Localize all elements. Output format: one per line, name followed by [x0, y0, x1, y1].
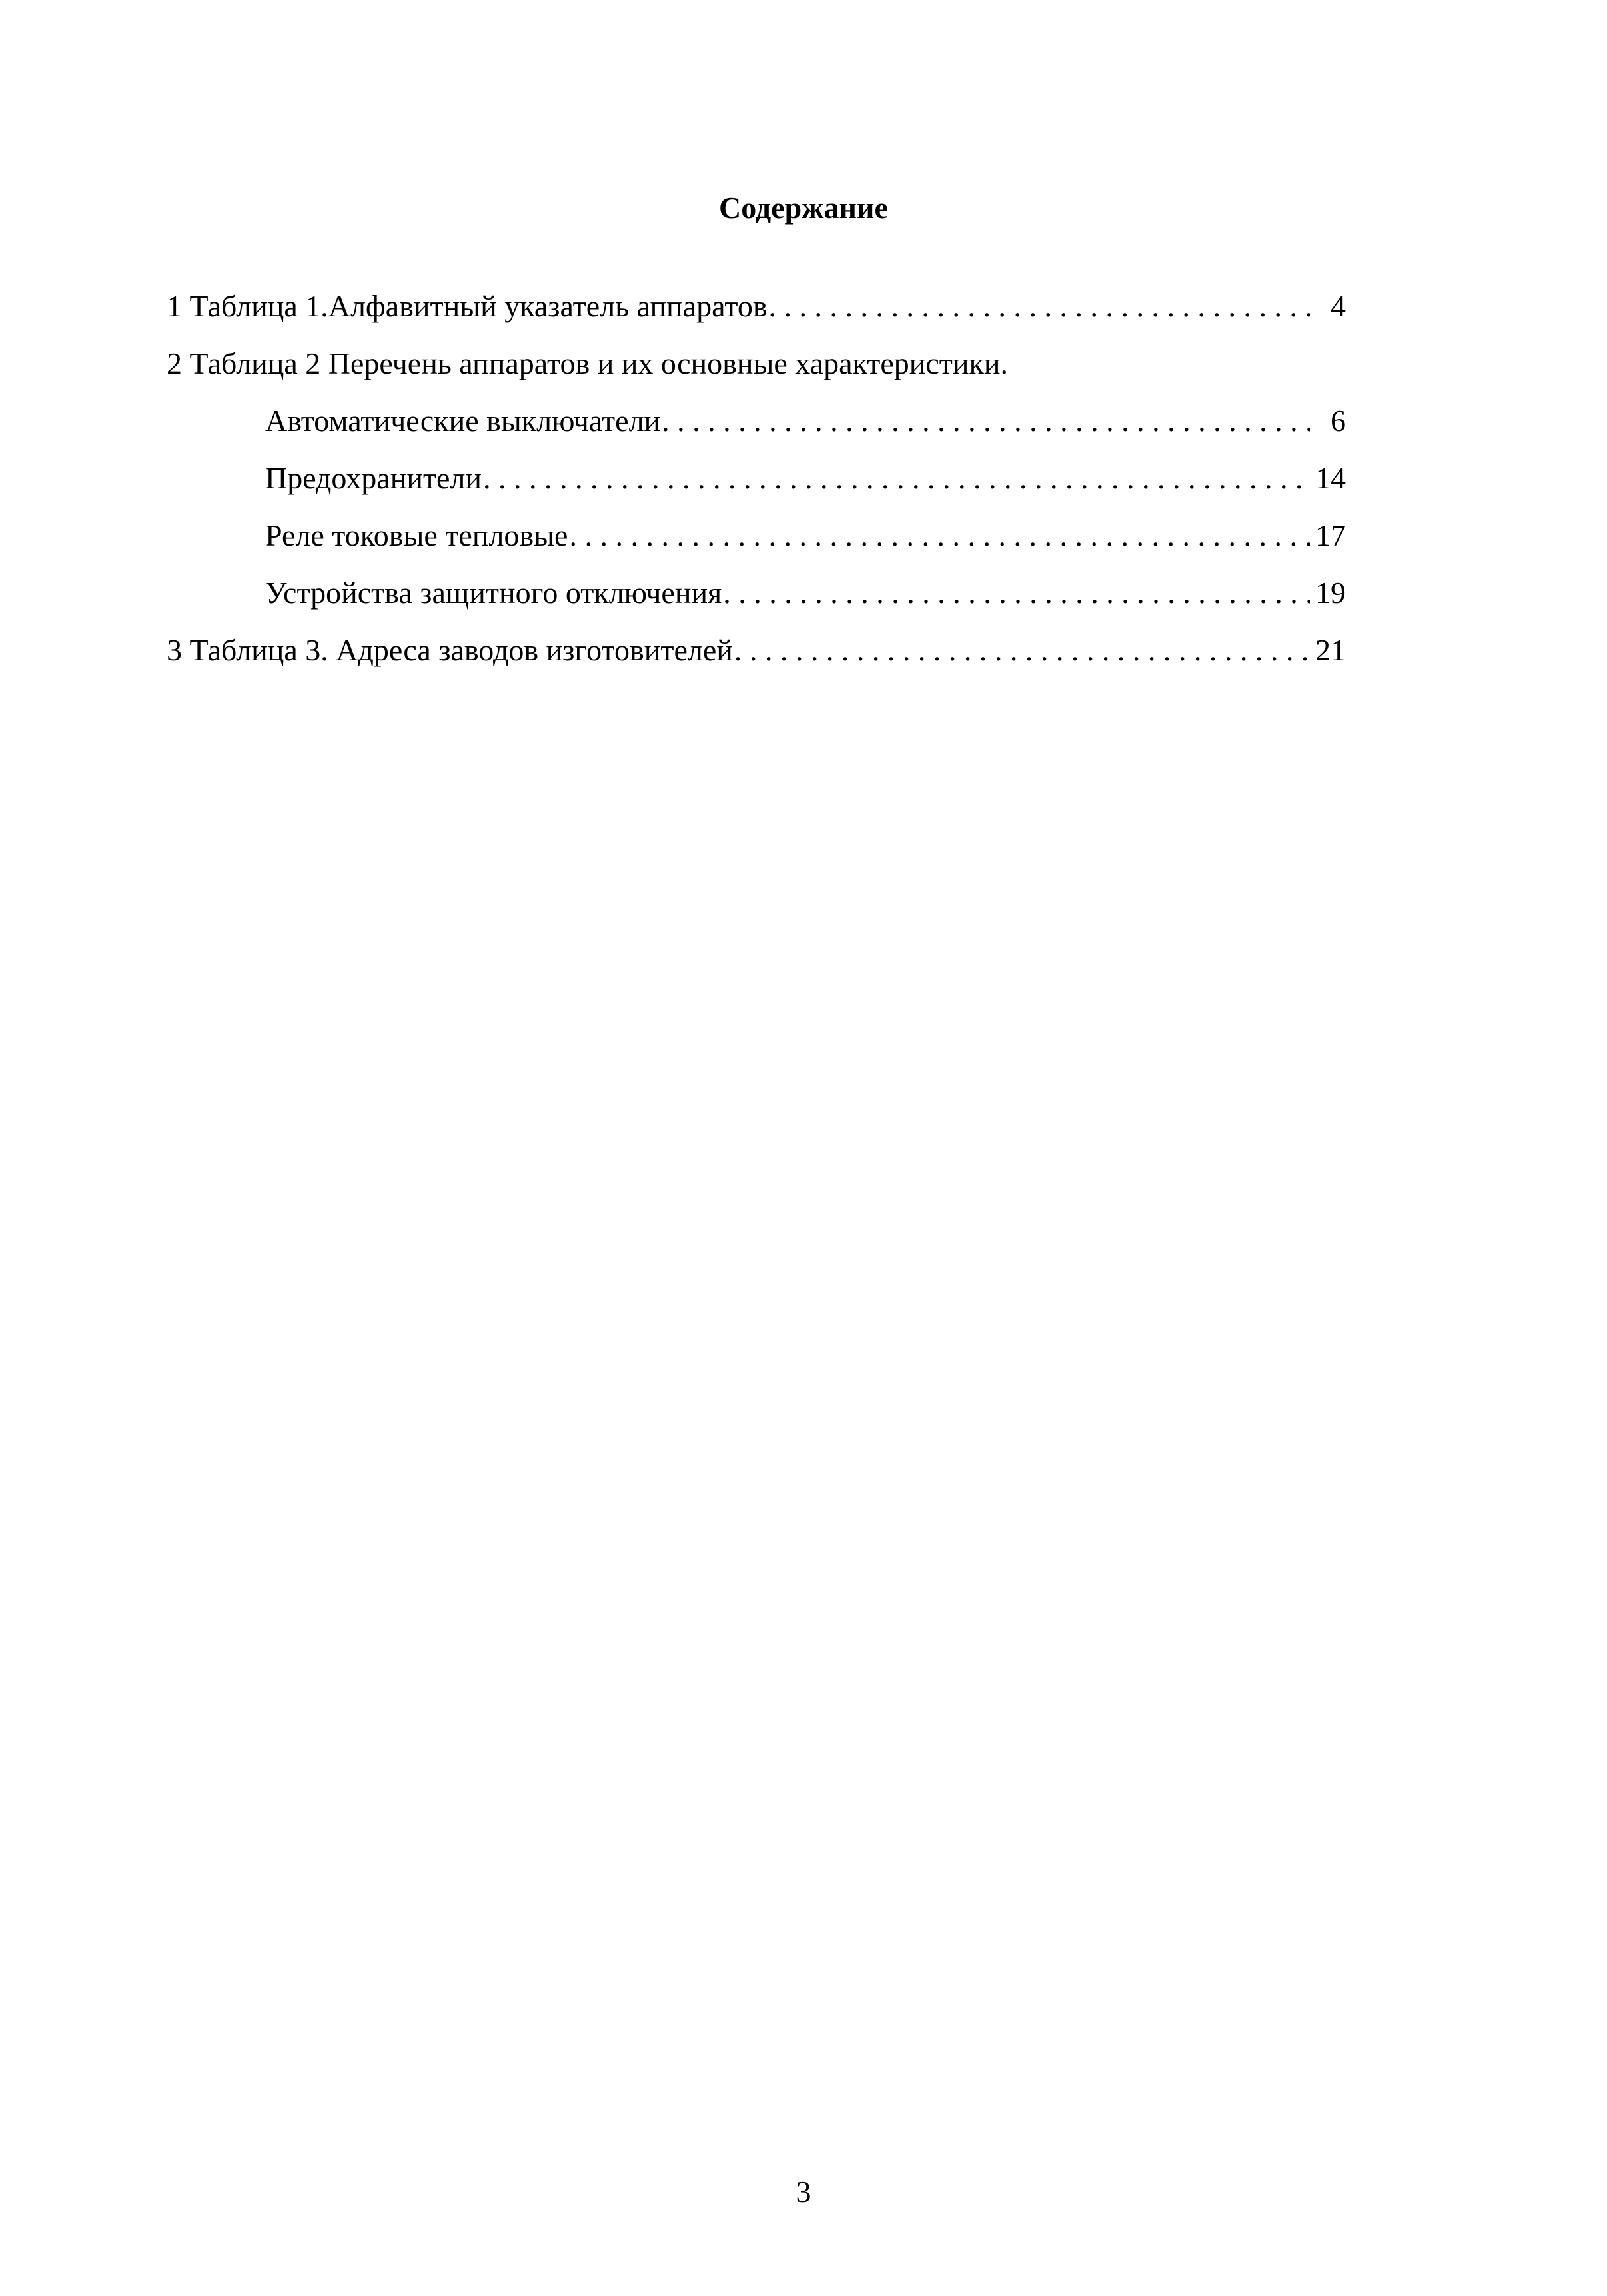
- toc-dot-leader: [483, 458, 1310, 498]
- page-number: 3: [796, 2175, 811, 2209]
- toc-entry-table-1[interactable]: [167, 287, 1346, 326]
- toc-entry-text: Предохранители: [265, 461, 482, 495]
- toc-page-number: 14: [1315, 461, 1346, 495]
- toc-title: Содержание: [719, 191, 888, 225]
- toc-entry-text: Реле токовые тепловые: [265, 518, 568, 552]
- toc-entry-table-2[interactable]: [167, 344, 1008, 384]
- toc-page-number: 6: [1331, 404, 1346, 438]
- toc-entry-rcd[interactable]: [265, 573, 1346, 613]
- toc-entry-text: Устройства защитного отключения: [265, 576, 722, 610]
- toc-entry-thermal-relays[interactable]: [265, 516, 1346, 556]
- toc-dot-leader: [769, 287, 1310, 326]
- toc-entry-text: 1 Таблица 1.Алфавитный указатель аппаратов: [167, 289, 768, 323]
- toc-entry-circuit-breakers[interactable]: [265, 401, 1346, 441]
- toc-page-number: 19: [1315, 576, 1346, 610]
- toc-page-number: 21: [1315, 633, 1346, 667]
- toc-entry-table-3[interactable]: [167, 630, 1346, 670]
- toc-dot-leader: [662, 401, 1310, 441]
- toc-page-number: 4: [1331, 289, 1346, 323]
- toc-dot-leader: [723, 573, 1310, 613]
- toc-entry-fuses[interactable]: [265, 458, 1346, 498]
- toc-entry-text: 3 Таблица 3. Адреса заводов изготовителей: [167, 633, 733, 667]
- toc-page-number: 17: [1315, 518, 1346, 552]
- toc-dot-leader: [569, 516, 1310, 556]
- toc-entry-text: 2 Таблица 2 Перечень аппаратов и их основные характеристики.: [167, 346, 1008, 380]
- toc-dot-leader: [734, 630, 1310, 670]
- toc-entry-text: Автоматические выключатели: [265, 404, 661, 438]
